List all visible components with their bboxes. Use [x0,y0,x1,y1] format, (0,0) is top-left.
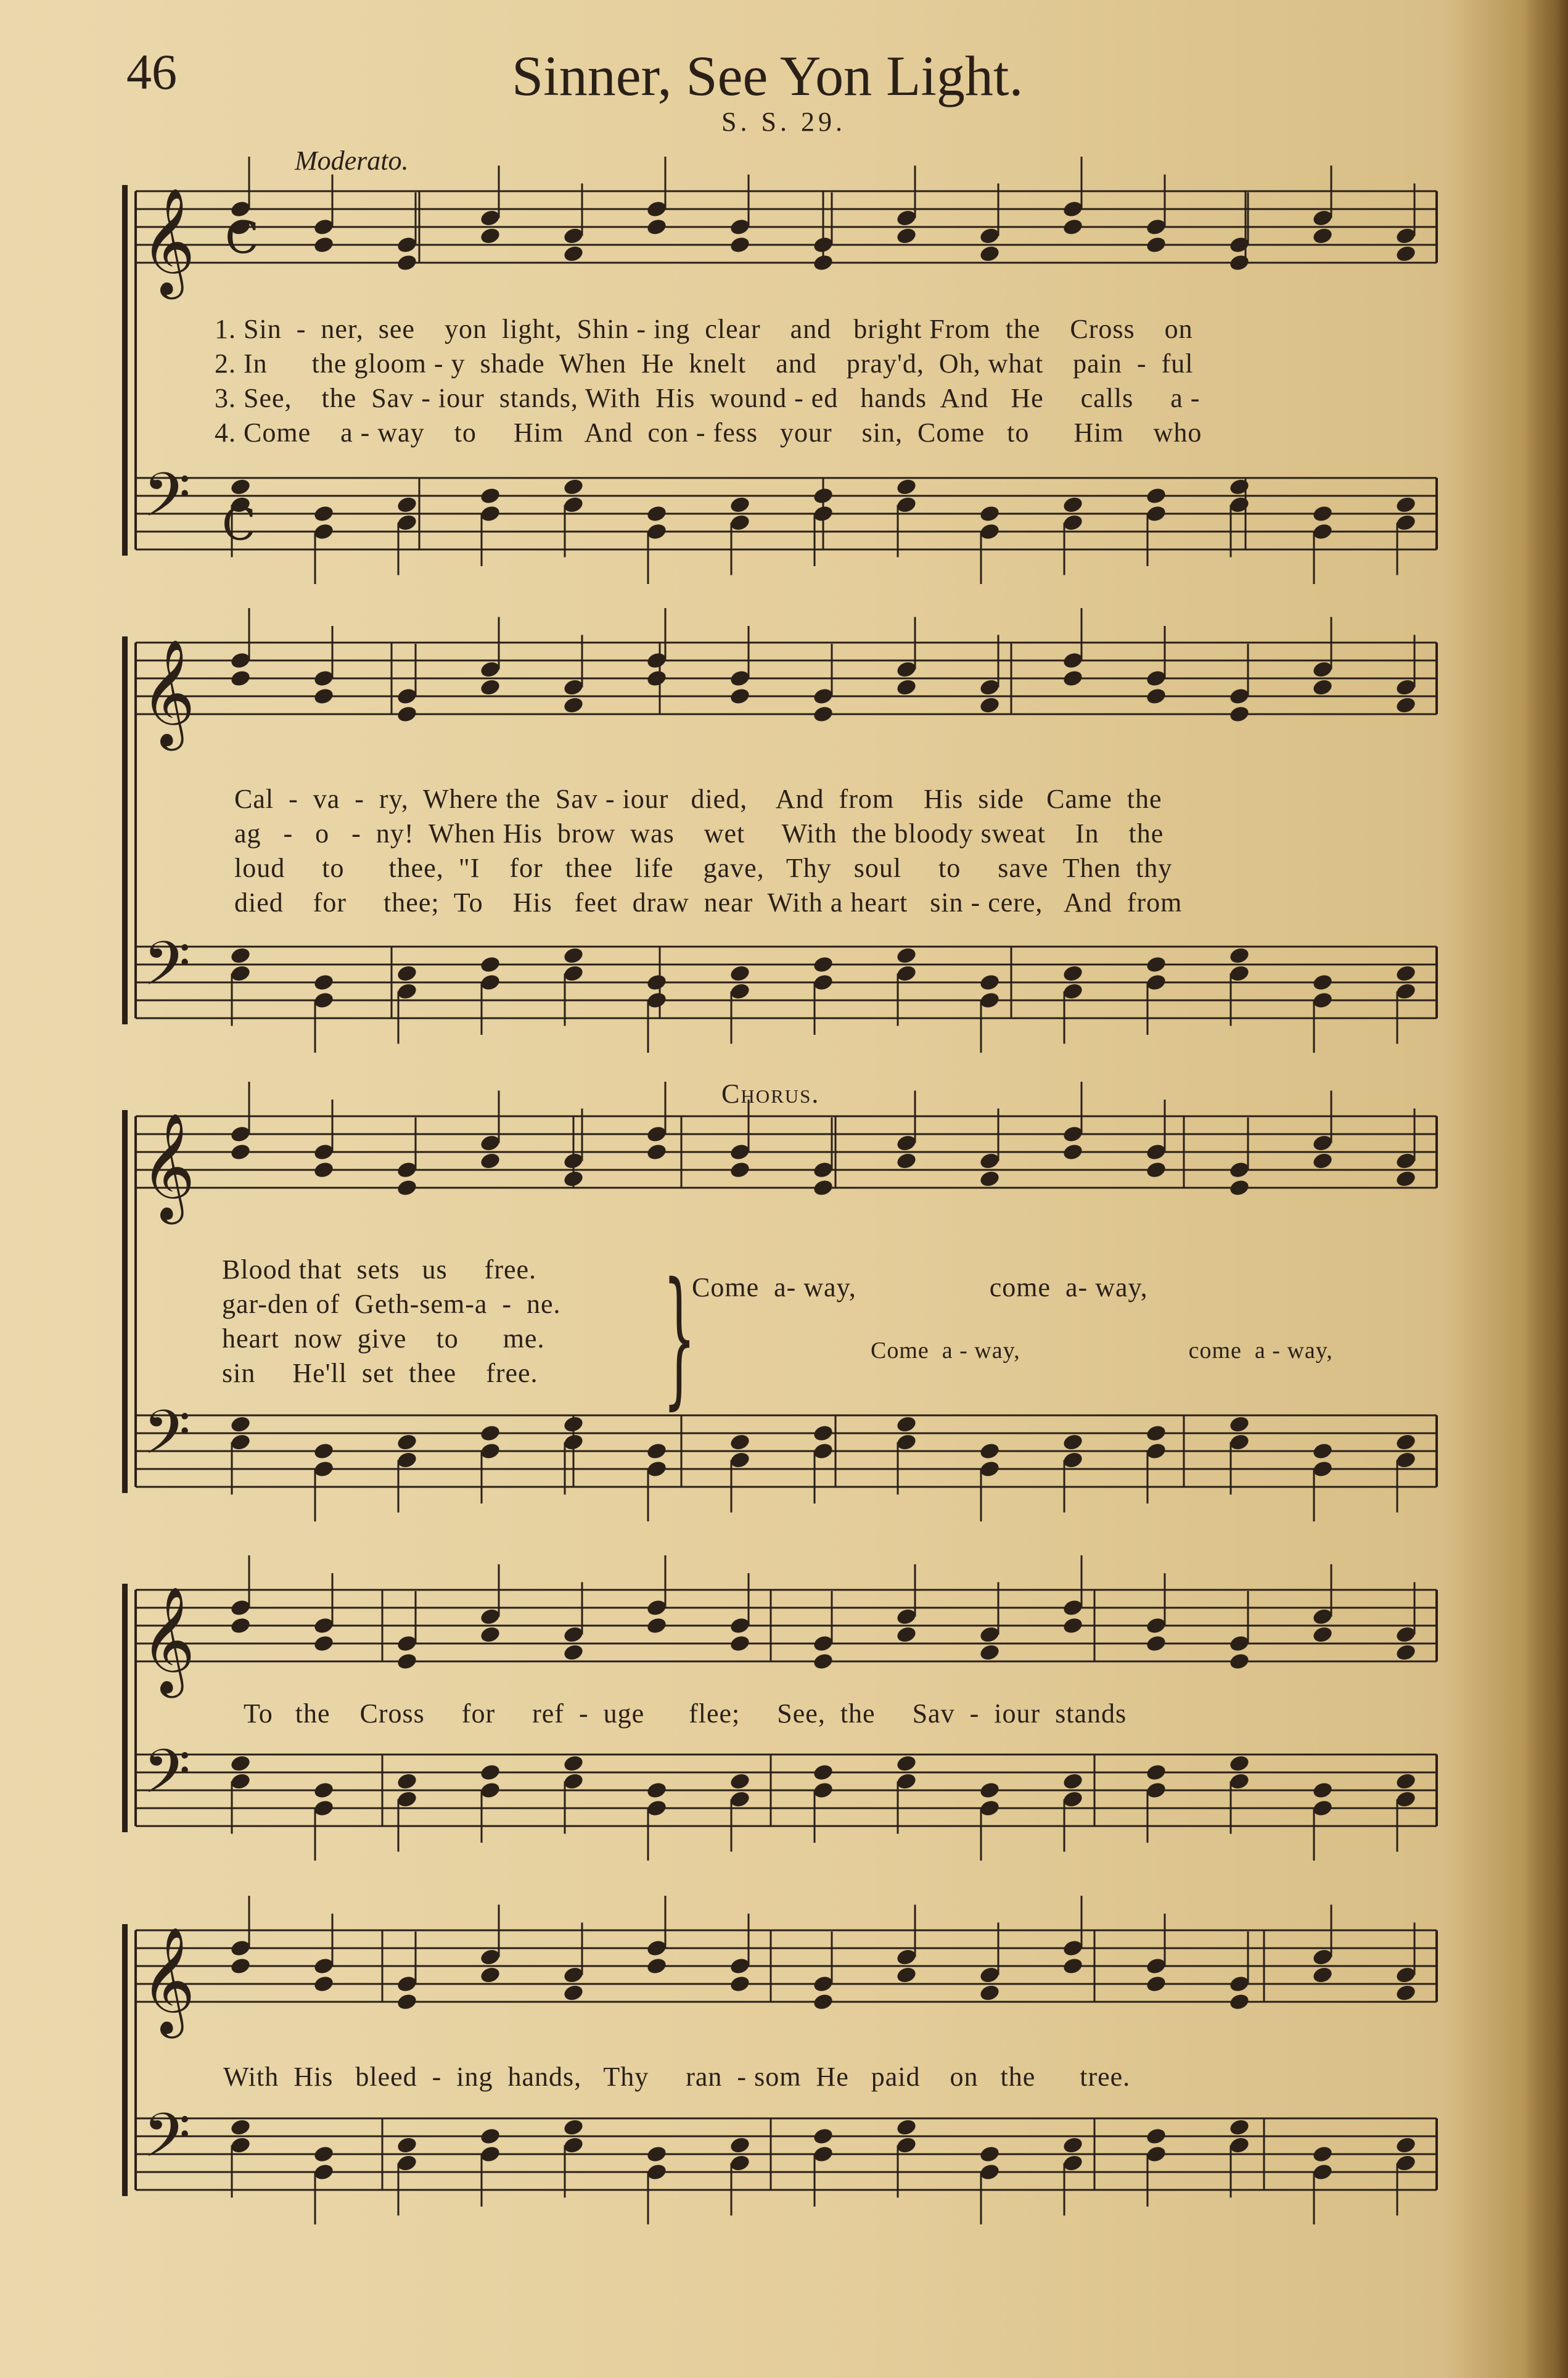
note-head [479,226,501,245]
note-head [1062,495,1084,514]
note-head [229,669,252,688]
note-head [1311,2145,1334,2164]
note-head [1145,2127,1167,2146]
note-head [729,1634,751,1653]
note-head [979,696,1001,715]
note-head [895,226,917,245]
note-head [229,477,252,496]
lyric-line: To the Cross for ref - uge flee; See, the Sav - iour stands [244,1698,1127,1729]
note-head [729,1433,751,1452]
note-head [729,1161,751,1180]
note-head [729,1975,751,1994]
note-head [562,1415,585,1434]
note-head [895,946,917,965]
note-head [729,2136,751,2155]
lyric-line: died for thee; To His feet draw near With a heart sin - cere, And from [234,887,1183,918]
note-head [562,1169,585,1188]
note-head [396,1433,418,1452]
note-head [646,1957,668,1976]
system-brace [122,1584,128,1832]
note-head [313,1634,335,1653]
note-head [1395,964,1417,983]
note-head [1395,1983,1417,2002]
note-head [646,2145,668,2164]
note-head [562,477,585,496]
note-head [1062,1143,1084,1162]
lyric-line: gar-den of Geth-sem-a - ne. [222,1289,561,1319]
note-head [1311,226,1334,245]
note-head [479,1965,501,1985]
note-head [646,1616,668,1635]
chorus-lyric-lower: Come a - way, come a - way, [871,1338,1333,1364]
note-head [1395,696,1417,715]
note-head [895,1625,917,1644]
note-head [313,1442,335,1461]
treble-clef-icon: 𝄞 [141,1927,195,2034]
note-head [1395,1433,1417,1452]
lyric-line: Cal - va - ry, Where the Sav - iour died, And from His side Came the [234,784,1162,814]
note-head [479,1763,501,1782]
note-head [229,1754,252,1773]
note-head [479,1424,501,1443]
note-head [812,1424,834,1443]
note-head [479,1151,501,1170]
system-brace [122,636,128,1024]
note-head [1145,1975,1167,1994]
note-head [1311,1625,1334,1644]
treble-clef-icon: 𝄞 [141,187,195,295]
lyric-line: sin He'll set thee free. [222,1358,538,1388]
note-head [1228,477,1250,496]
note-head [729,687,751,706]
note-head [313,236,335,255]
note-head [895,1965,917,1985]
note-head [895,2118,917,2137]
note-head [1062,1433,1084,1452]
note-head [979,1169,1001,1188]
note-head [1395,1772,1417,1791]
note-head [812,955,834,974]
note-head [1228,1652,1250,1671]
note-head [396,2136,418,2155]
note-head [1228,1754,1250,1773]
note-head [729,495,751,514]
note-head [562,946,585,965]
bass-clef-icon: 𝄢 [143,460,191,546]
note-head [396,253,418,273]
note-head [1145,487,1167,506]
note-head [396,1179,418,1198]
lyric-line: 1. Sin - ner, see yon light, Shin - ing clear and bright From the Cross on [215,314,1193,344]
note-head [1228,1179,1250,1198]
lyric-line: 4. Come a - way to Him And con - fess your sin, Come to Him who [215,418,1202,448]
note-head [396,1772,418,1791]
note-head [812,1179,834,1198]
bass-clef-icon: 𝄢 [143,2100,191,2186]
note-head [1395,2136,1417,2155]
note-head [1062,1616,1084,1635]
note-head [812,705,834,724]
bass-clef-icon: 𝄢 [143,929,191,1014]
note-head [479,955,501,974]
note-head [1228,2118,1250,2137]
system-brace [122,1110,128,1493]
treble-clef-icon: 𝄞 [141,1113,195,1220]
note-head [646,1143,668,1162]
note-head [1062,964,1084,983]
note-head [1062,2136,1084,2155]
note-head [562,1983,585,2002]
note-head [1395,495,1417,514]
lyric-line: 3. See, the Sav - iour stands, With His wound - ed hands And He calls a - [215,383,1201,413]
note-head [646,1781,668,1800]
note-head [1145,1763,1167,1782]
chorus-label: Chorus. [721,1079,820,1109]
lyric-line: loud to thee, "I for thee life gave, Thy soul to save Then thy [234,853,1173,883]
lyric-line: 2. In the gloom - y shade When He knelt and pray'd, Oh, what pain - ful [215,348,1194,379]
bass-clef-icon: 𝄢 [143,1737,191,1822]
note-head [646,669,668,688]
note-head [479,2127,501,2146]
note-head [1311,1965,1334,1985]
note-head [812,487,834,506]
note-head [1062,1957,1084,1976]
note-head [895,1415,917,1434]
treble-clef-icon: 𝄞 [141,639,195,746]
bass-clef-icon: 𝄢 [143,1397,191,1483]
note-head [229,1957,252,1976]
note-head [812,1763,834,1782]
note-head [895,1151,917,1170]
note-head [479,487,501,506]
note-head [1228,253,1250,273]
note-head [313,1975,335,1994]
note-head [1062,1772,1084,1791]
note-head [812,1993,834,2012]
note-head [396,1652,418,1671]
note-head [1228,705,1250,724]
note-head [396,1993,418,2012]
verse-brace: } [663,1251,696,1423]
note-head [646,218,668,237]
note-head [1395,244,1417,263]
note-head [979,1643,1001,1662]
note-head [812,2127,834,2146]
note-head [479,678,501,697]
note-head [895,678,917,697]
note-head [562,244,585,263]
note-head [396,495,418,514]
note-head [1311,1151,1334,1170]
note-head [1145,1634,1167,1653]
hymn-title: Sinner, See Yon Light. [512,44,1024,107]
hymn-reference: S. S. 29. [721,107,846,137]
note-head [313,973,335,992]
note-head [1311,1781,1334,1800]
note-head [646,973,668,992]
note-head [396,705,418,724]
note-head [229,946,252,965]
note-head [562,696,585,715]
note-head [729,1772,751,1791]
note-head [313,504,335,524]
note-head [562,1643,585,1662]
note-head [229,1143,252,1162]
note-head [396,964,418,983]
note-head [1311,1442,1334,1461]
note-head [1228,946,1250,965]
note-head [562,1754,585,1773]
note-head [313,2145,335,2164]
note-head [1311,678,1334,697]
note-head [895,1754,917,1773]
note-head [1145,236,1167,255]
lyric-line: With His bleed - ing hands, Thy ran - som He paid on the tree. [223,2062,1131,2092]
note-head [562,2118,585,2137]
note-head [1145,1424,1167,1443]
note-head [895,477,917,496]
note-head [1228,1993,1250,2012]
note-head [1145,1161,1167,1180]
note-head [729,236,751,255]
note-head [313,1161,335,1180]
note-head [229,1616,252,1635]
chorus-lyric-upper: Come a- way, come a- way, [692,1272,1148,1302]
note-head [812,1652,834,1671]
common-time-icon: C [225,212,260,263]
note-head [1311,504,1334,524]
note-head [1062,669,1084,688]
note-head [1062,218,1084,237]
note-head [979,1983,1001,2002]
note-head [979,1781,1001,1800]
treble-clef-icon: 𝄞 [141,1586,195,1693]
note-head [1145,687,1167,706]
note-head [979,504,1001,524]
page-number: 46 [126,44,177,100]
note-head [979,1442,1001,1461]
lyric-line: Blood that sets us free. [222,1254,537,1285]
note-head [646,504,668,524]
note-head [313,687,335,706]
note-head [229,2118,252,2137]
system-brace [122,1924,128,2196]
tempo-marking: Moderato. [295,146,409,176]
note-head [313,1781,335,1800]
lyric-line: ag - o - ny! When His brow was wet With the bloody sweat In the [234,818,1164,849]
note-head [1145,955,1167,974]
lyric-line: heart now give to me. [222,1323,545,1354]
note-head [1395,1169,1417,1188]
note-head [979,2145,1001,2164]
system-brace [122,185,128,556]
note-head [979,973,1001,992]
note-head [729,964,751,983]
note-head [1311,973,1334,992]
note-head [646,1442,668,1461]
note-head [812,253,834,273]
note-head [1228,1415,1250,1434]
note-head [229,1415,252,1434]
common-time-icon: C [222,498,257,550]
note-head [479,1625,501,1644]
note-head [979,244,1001,263]
note-head [1395,1643,1417,1662]
